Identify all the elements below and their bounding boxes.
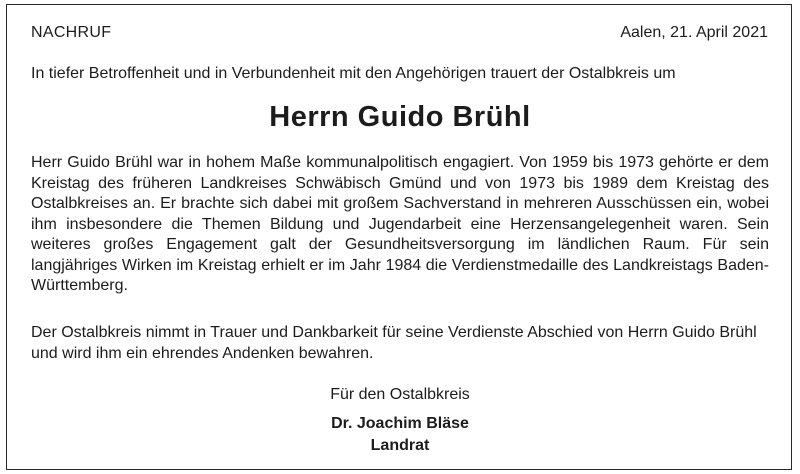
signatory-name: Dr. Joachim Bläse	[331, 415, 469, 432]
notice-label: NACHRUF	[31, 24, 112, 41]
signature-intro: Für den Ostalbkreis	[330, 386, 470, 403]
notice-date: Aalen, 21. April 2021	[620, 24, 768, 41]
closing-paragraph: Der Ostalbkreis nimmt in Trauer und Dankbarkeit für seine Verdienste Abschied von Herrn Guido Brühl und wird ihm ein ehrendes Andenken bewahren.	[31, 324, 757, 362]
biography-paragraph: Herr Guido Brühl war in hohem Maße kommunalpolitisch engagiert. Von 1959 bis 1973 gehörte er dem Kreistag des früheren Landkreises Schwäbisch Gmünd und von 1973 bis 1989 dem Kreistag des Ostalbkreises an. Er brachte sich dabei mit großem Sachverstand in mehreren Ausschüssen ein, wobei ihm insbesondere die Themen Bildung und Jugendarbeit eine Herzensangelegenheit waren. Sein weiteres großes Engagement galt der Gesundheitsversorgung im ländlichen Raum. Für sein langjähriges Wirken im Kreistag erhielt er im Jahr 1984 die Verdienstmedaille des Landkreistags Baden-Württemberg.	[31, 154, 769, 294]
intro-text: In tiefer Betroffenheit und in Verbundenheit mit den Angehörigen trauert der Ostalbkreis um	[31, 65, 676, 82]
signatory-title: Landrat	[370, 437, 430, 454]
deceased-name: Herrn Guido Brühl	[269, 101, 531, 133]
